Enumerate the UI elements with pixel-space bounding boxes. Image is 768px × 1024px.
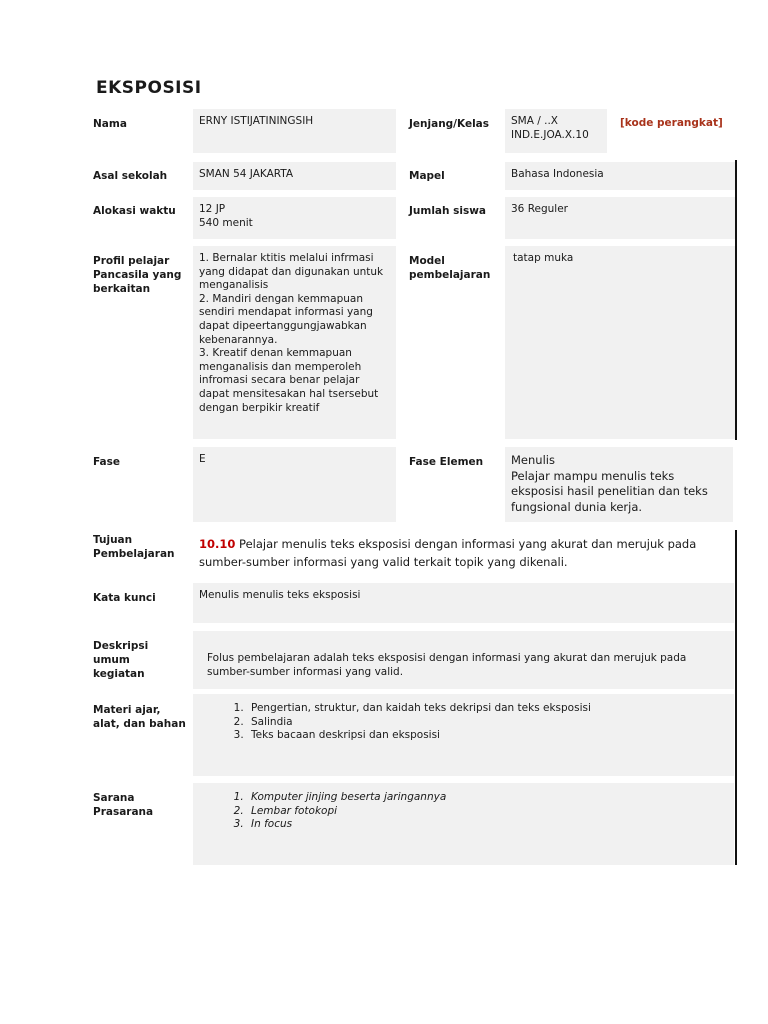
label-fase: Fase [93, 456, 121, 468]
table-right-border [735, 530, 737, 865]
sarana-item: 2. Lembar fotokopi [247, 805, 728, 819]
label-tujuan-pembelajaran: Tujuan Pembelajaran [93, 534, 175, 560]
value-model-pembelajaran: tatap muka [505, 246, 735, 439]
value-materi-ajar [193, 694, 734, 776]
label-jenjang: Jenjang/Kelas [409, 118, 490, 130]
value-alokasi-waktu: 12 JP 540 menit [193, 197, 396, 239]
tujuan-text: Pelajar menulis teks eksposisi dengan informasi yang akurat dan merujuk pada sumber-sumber informasi yang valid terkait topik yang dikenali. [199, 537, 697, 569]
label-materi-ajar: Materi ajar, alat, dan bahan [93, 704, 186, 730]
value-jumlah-siswa: 36 Reguler [505, 197, 735, 239]
label-jumlah-siswa: Jumlah siswa [409, 205, 487, 217]
label-sarana-prasarana: Sarana Prasarana [93, 792, 154, 818]
label-alokasi-waktu: Alokasi waktu [93, 205, 176, 217]
label-profil-pelajar: Profil pelajar Pancasila yang berkaitan [93, 255, 182, 295]
sarana-item: 3. In focus [247, 818, 728, 832]
materi-item: 2. Salindia [247, 716, 728, 730]
value-kata-kunci: Menulis menulis teks eksposisi [193, 583, 734, 623]
sarana-item: 1. Komputer jinjing beserta jaringannya [247, 791, 728, 805]
value-asal-sekolah: SMAN 54 JAKARTA [193, 162, 396, 190]
materi-item: 3. Teks bacaan deskripsi dan eksposisi [247, 729, 728, 743]
materi-item: 1. Pengertian, struktur, dan kaidah teks dekripsi dan teks eksposisi [247, 702, 728, 716]
kode-perangkat: [kode perangkat] [620, 117, 723, 129]
value-mapel: Bahasa Indonesia [505, 162, 735, 190]
page-title: EKSPOSISI [96, 78, 202, 98]
label-model-pembelajaran: Model pembelajaran [409, 255, 491, 281]
label-deskripsi: Deskripsi umum kegiatan [93, 640, 149, 680]
tujuan-code: 10.10 [199, 537, 236, 551]
value-sarana-prasarana [193, 783, 734, 865]
value-fase-elemen: Menulis Pelajar mampu menulis teks eksposisi hasil penelitian dan teks fungsional dunia kerja. [505, 447, 733, 522]
label-kata-kunci: Kata kunci [93, 592, 156, 604]
value-jenjang: SMA / ..X IND.E.JOA.X.10 [505, 109, 607, 153]
label-asal-sekolah: Asal sekolah [93, 170, 168, 182]
value-deskripsi: Folus pembelajaran adalah teks eksposisi dengan informasi yang akurat dan merujuk pada sumber-sumber informasi yang valid. [193, 631, 734, 689]
nama-text: ERNY ISTIJATININGSIH [199, 115, 314, 127]
value-tujuan-pembelajaran [193, 530, 734, 578]
table-right-border [735, 160, 737, 440]
value-profil-pelajar: 1. Bernalar ktitis melalui infrmasi yang didapat dan digunakan untuk menganalisis 2. Mandiri dengan kemmapuan sendiri mendapat informasi yang dapat dipeertanggungjawabkan kebenarannya. 3. Kreatif denan kemmapuan menganalisis dan memperoleh infromasi secara benar pelajar dapat mensitesakan hal tsersebut dengan berpikir kreatif [193, 246, 396, 439]
label-mapel: Mapel [409, 170, 445, 182]
value-nama [193, 109, 396, 153]
label-fase-elemen: Fase Elemen [409, 456, 484, 468]
value-fase: E [193, 447, 396, 522]
label-nama: Nama [93, 118, 127, 130]
